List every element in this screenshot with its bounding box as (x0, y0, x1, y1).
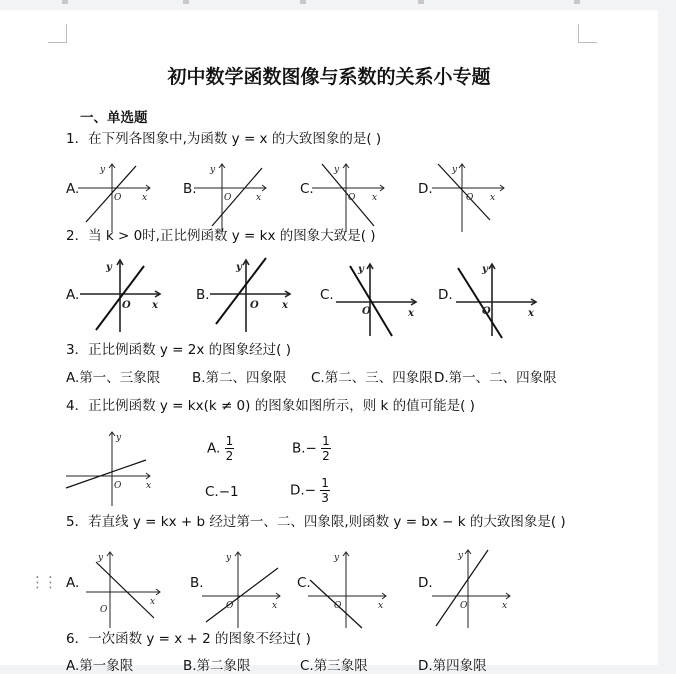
q5-graph-a (86, 544, 166, 628)
drag-handle-icon[interactable]: ⋮⋮ (30, 573, 56, 591)
q4-option-b[interactable] (292, 434, 331, 463)
document-page (0, 10, 658, 674)
axis-label-x: x (372, 193, 378, 203)
origin-label: O (348, 193, 356, 203)
ruler-marker[interactable] (300, 0, 306, 4)
q2-graph-a (80, 252, 166, 334)
axis-label-y: y (452, 165, 458, 175)
q6-option-a[interactable]: A.第一象限 (66, 658, 134, 674)
q5-graph-b (202, 544, 288, 628)
q5-option-a-label[interactable]: A. (66, 575, 80, 591)
q1-graph-c (312, 154, 392, 232)
axis-label-y: y (100, 165, 106, 175)
q3-option-c[interactable]: C.第二、三、四象限 (311, 370, 433, 386)
axis-label-x: x (272, 601, 278, 611)
axis-label-y: y (106, 262, 112, 273)
axis-label-y: y (334, 165, 340, 175)
origin-label: O (226, 601, 234, 611)
axis-label-x: x (408, 308, 414, 319)
axis-label-x: x (378, 601, 384, 611)
axis-label-y: y (358, 264, 364, 275)
axis-label-y: y (334, 553, 340, 563)
document-title: 初中数学函数图像与系数的关系小专题 (167, 66, 491, 88)
q4-option-d-label: D.− (290, 482, 316, 499)
axis-label-x: x (142, 193, 148, 203)
axis-label-y: y (482, 264, 488, 275)
q3-option-b[interactable]: B.第二、四象限 (192, 370, 287, 386)
q6-option-b[interactable]: B.第二象限 (183, 658, 251, 674)
axis-label-y: y (116, 433, 122, 443)
axis-label-y: y (236, 262, 242, 273)
section-heading: 一、单选题 (80, 110, 148, 126)
q4-graph (66, 424, 156, 506)
ruler-marker[interactable] (418, 0, 424, 4)
axis-label-x: x (146, 481, 152, 491)
q4-option-b-label: B.− (292, 440, 317, 457)
q5-graph-d (432, 544, 518, 628)
q1-option-a-label[interactable]: A. (66, 181, 80, 197)
q4-option-a[interactable] (207, 434, 234, 463)
q6-option-c[interactable]: C.第三象限 (300, 658, 368, 674)
origin-label: O (250, 300, 259, 311)
question-2-stem: 2．当 k > 0时,正比例函数 y = kx 的图象大致是( ) (66, 228, 376, 244)
axis-label-x: x (528, 308, 534, 319)
q2-option-b-label[interactable]: B. (196, 287, 210, 303)
axis-label-x: x (282, 300, 288, 311)
margin-corner-top-right (578, 24, 597, 43)
axis-label-x: x (490, 193, 496, 203)
origin-label: O (334, 601, 342, 611)
question-6-stem: 6．一次函数 y = x + 2 的图象不经过( ) (66, 631, 311, 647)
q6-option-d[interactable]: D.第四象限 (418, 658, 487, 674)
axis-label-x: x (150, 597, 156, 607)
axis-label-y: y (226, 553, 232, 563)
origin-label: O (224, 193, 232, 203)
origin-label: O (466, 193, 474, 203)
q4-option-c[interactable]: C.−1 (205, 484, 239, 500)
ruler-marker[interactable] (62, 0, 68, 4)
origin-label: O (122, 300, 131, 311)
q2-option-d-label[interactable]: D. (438, 287, 453, 303)
q2-graph-b (210, 252, 296, 334)
origin-label: O (482, 306, 491, 317)
origin-label: O (460, 601, 468, 611)
axis-label-y: y (210, 165, 216, 175)
question-3-stem: 3．正比例函数 y = 2x 的图象经过( ) (66, 342, 291, 358)
q1-option-d-label[interactable]: D. (418, 181, 433, 197)
axis-label-x: x (256, 193, 262, 203)
q5-option-c-label[interactable]: C. (297, 575, 311, 591)
q2-option-c-label[interactable]: C. (320, 287, 334, 303)
origin-label: O (114, 481, 122, 491)
q5-option-d-label[interactable]: D. (418, 575, 433, 591)
margin-corner-top-left (48, 24, 67, 43)
q4-option-d[interactable] (290, 476, 330, 505)
fraction: $\frac{1}{2}$ (322, 434, 330, 463)
ruler-marker[interactable] (574, 0, 580, 4)
q1-graph-b (194, 154, 274, 232)
q3-option-a[interactable]: A.第一、三象限 (66, 370, 161, 386)
origin-label: O (100, 605, 108, 615)
fraction: $\frac{1}{3}$ (321, 476, 329, 505)
q1-option-b-label[interactable]: B. (183, 181, 197, 197)
origin-label: O (114, 193, 122, 203)
q2-graph-d (456, 256, 542, 338)
question-5-stem: 5．若直线 y = kx + b 经过第一、二、四象限,则函数 y = bx − k 的大致图象是( ) (66, 514, 566, 530)
fraction: $\frac{1}{2}$ (225, 434, 234, 463)
axis-label-y: y (98, 553, 104, 563)
axis-label-x: x (502, 601, 508, 611)
q3-option-d[interactable]: D.第一、二、四象限 (434, 370, 557, 386)
q4-option-a-label: A. (207, 440, 221, 457)
q1-option-c-label[interactable]: C. (300, 181, 314, 197)
ruler-marker[interactable] (183, 0, 189, 4)
axis-label-y: y (458, 551, 464, 561)
q5-graph-c (308, 544, 394, 628)
axis-label-x: x (152, 300, 158, 311)
question-4-stem: 4．正比例函数 y = kx(k ≠ 0) 的图象如图所示，则 k 的值可能是( ) (66, 398, 475, 414)
q2-option-a-label[interactable]: A. (66, 287, 80, 303)
scrollbar-track[interactable] (658, 0, 676, 665)
q2-graph-c (336, 256, 422, 338)
q1-graph-a (78, 154, 158, 232)
q5-option-b-label[interactable]: B. (190, 575, 204, 591)
origin-label: O (362, 306, 371, 317)
question-1-stem: 1．在下列各图象中,为函数 y = x 的大致图象的是( ) (66, 131, 382, 147)
q1-graph-d (432, 154, 512, 232)
